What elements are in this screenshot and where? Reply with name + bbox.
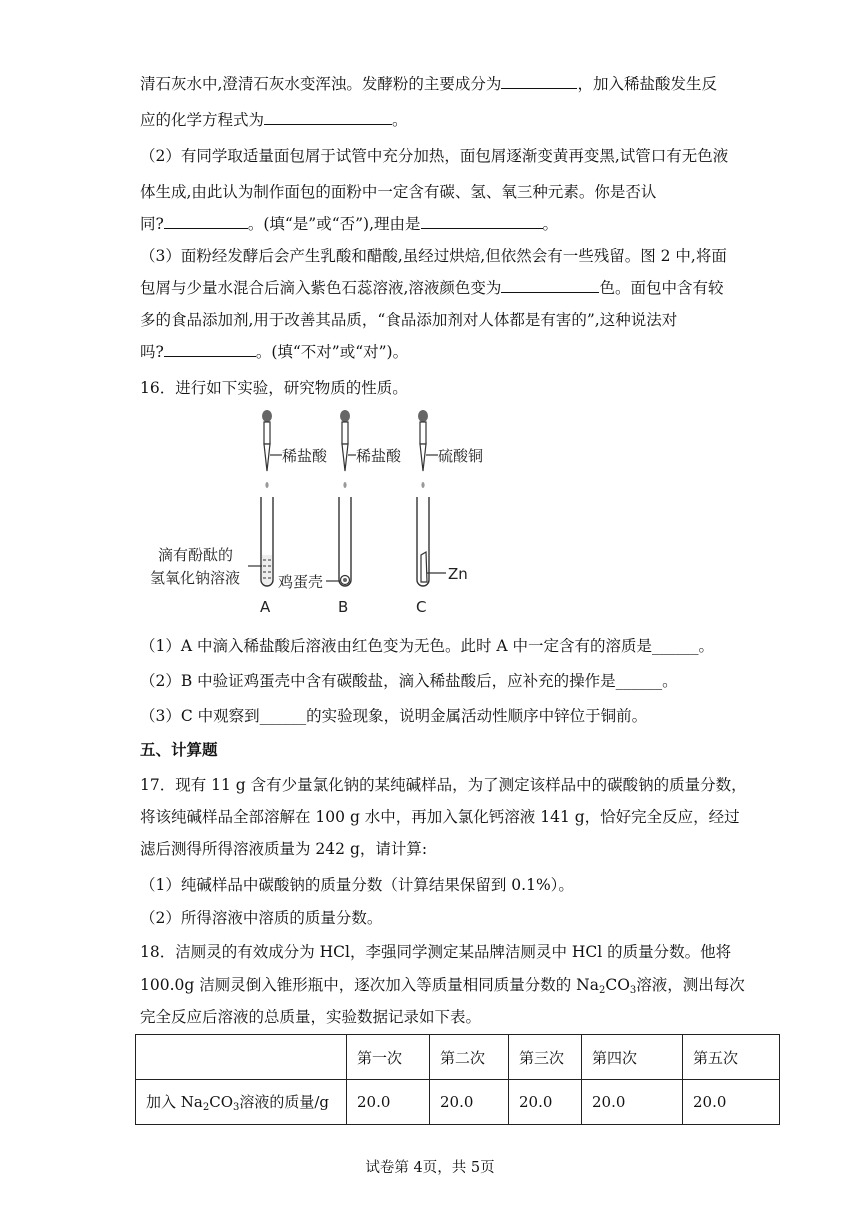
table-cell: 20.0 [430,1080,509,1125]
table-cell: 20.0 [347,1080,430,1125]
answer-blank[interactable] [164,342,256,357]
question-17-line: 将该纯碱样品全部溶解在 100 g 水中，再加入氯化钙溶液 141 g，恰好完全反应，经过 [140,808,740,826]
question-2-line: 体生成,由此认为制作面包的面粉中一定含有碳、氢、氧三种元素。你是否认 [140,183,657,201]
table-cell: 20.0 [683,1080,780,1125]
question-17-line: 滤后测得所得溶液质量为 242 g，请计算: [140,840,428,858]
table-header-cell: 第五次 [683,1035,780,1080]
reagent-label-b: 稀盐酸 [356,447,402,465]
answer-blank[interactable] [501,278,599,293]
question-3-line: （3）面粉经发酵后会产生乳酸和醋酸,虽经过烘焙,但依然会有一些残留。图 2 中,将面 [140,247,727,265]
answer-blank[interactable] [264,110,392,125]
question-17-line: 17．现有 11 g 含有少量氯化钠的某纯碱样品，为了测定该样品中的碳酸钠的质量分数， [140,776,747,794]
table-header-cell: 第三次 [509,1035,582,1080]
table-header-cell: 第二次 [430,1035,509,1080]
question-17-line: （1）纯碱样品中碳酸钠的质量分数（计算结果保留到 0.1%）。 [140,876,574,894]
tube-label-b: B [338,598,349,616]
question-18-line: 完全反应后溶液的总质量，实验数据记录如下表。 [140,1008,482,1026]
table-row [136,1080,780,1125]
question-18-line: 18．洁厕灵的有效成分为 HCl，李强同学测定某品牌洁厕灵中 HCl 的质量分数。他将 [140,943,732,961]
section-heading: 五、计算题 [140,740,218,759]
answer-blank[interactable] [421,214,543,229]
reagent-label-c: 硫酸铜 [438,447,484,465]
tube-label-a: A [260,598,271,616]
tube-a-content-label: 氢氧化钠溶液 [150,569,241,587]
table-header-cell: 第一次 [347,1035,430,1080]
table-cell: 20.0 [582,1080,683,1125]
table-row-label: 加入 $Na_2CO_3$溶液的质量/g [136,1080,347,1125]
table-header-cell: 第四次 [582,1035,683,1080]
test-tube-b-icon [339,497,351,586]
page-footer: 试卷第 4页，共 5页 [365,1160,495,1176]
table-header-cell [136,1035,347,1080]
question-2-line: （2）有同学取适量面包屑于试管中充分加热，面包屑逐渐变黄再变黑,试管口有无色液 [140,147,729,165]
answer-blank[interactable] [501,74,577,89]
reagent-label-a: 稀盐酸 [282,447,328,465]
question-16-part: （1）A 中滴入稀盐酸后溶液由红色变为无色。此时 A 中一定含有的溶质是______。 [140,637,715,655]
answer-blank[interactable] [164,214,248,229]
dropper-a-icon [262,410,272,488]
question-16-part: （3）C 中观察到______的实验现象，说明金属活动性顺序中锌位于铜前。 [140,707,648,725]
tube-b-content-label: 鸡蛋壳 [278,573,324,591]
table-cell: 20.0 [509,1080,582,1125]
table-header-row [136,1035,780,1080]
tube-a-content-label: 滴有酚酞的 [158,546,234,564]
test-tube-a-icon [261,497,273,586]
dropper-b-icon [340,410,350,488]
experiment-data-table [135,1034,780,1125]
question-18-line: 100.0g 洁厕灵倒入锥形瓶中，逐次加入等质量相同质量分数的 $Na_2CO_3$溶液，测出每次 [140,976,745,996]
question-3-line: 吗? 。(填“不对”或“对”)。 [140,343,409,361]
tube-label-c: C [416,598,427,616]
text-line: 清石灰水中,澄清石灰水变浑浊。发酵粉的主要成分为 ，加入稀盐酸发生反 [140,75,717,93]
question-16-part: （2）B 中验证鸡蛋壳中含有碳酸盐，滴入稀盐酸后，应补充的操作是______。 [140,672,678,690]
question-17-line: （2）所得溶液中溶质的质量分数。 [140,909,383,927]
text-line: 应的化学方程式为 。 [140,111,408,129]
question-3-line: 包屑与少量水混合后滴入紫色石蕊溶液,溶液颜色变为 色。面包中含有较 [140,279,724,297]
question-2-line: 同? 。(填“是”或“否”),理由是 。 [140,215,559,233]
tube-c-content-label: Zn [448,565,468,583]
question-16-title: 16．进行如下实验，研究物质的性质。 [140,379,408,397]
test-tube-figure [150,405,510,620]
question-3-line: 多的食品添加剂,用于改善其品质，“食品添加剂对人体都是有害的”,这种说法对 [140,311,678,329]
dropper-c-icon [418,410,428,488]
